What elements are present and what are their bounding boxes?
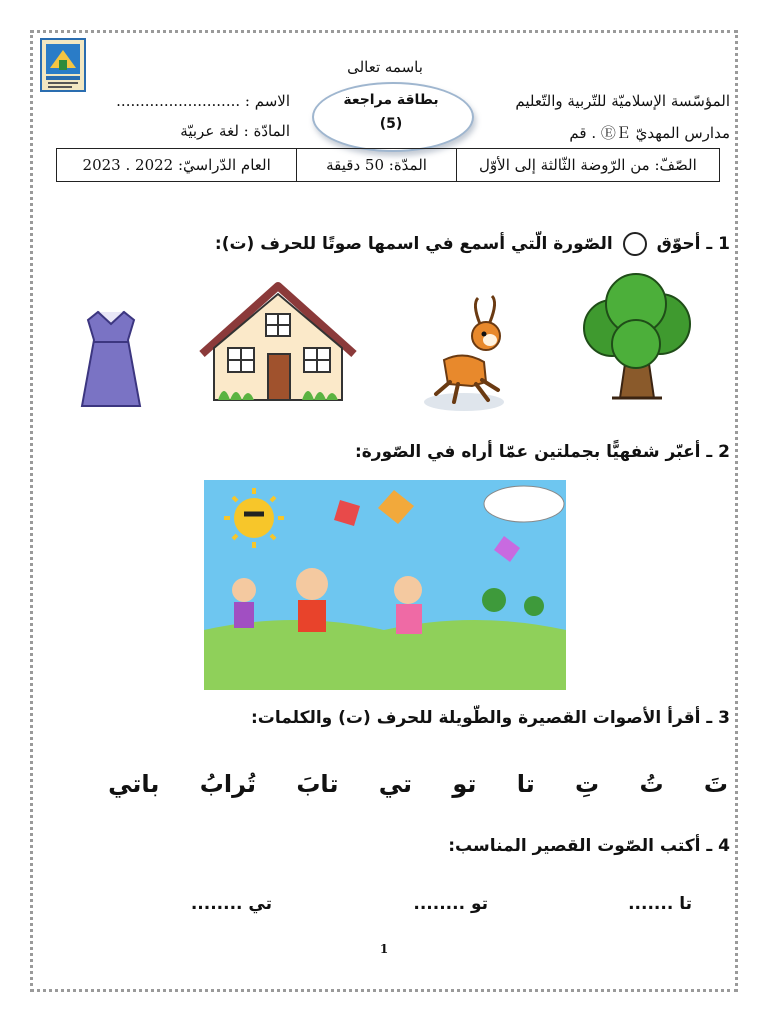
tree-icon[interactable]	[572, 270, 702, 404]
fill-blank-1[interactable]: تا .......	[628, 894, 692, 914]
letter-item: تِ	[575, 770, 600, 798]
page-number: 1	[379, 942, 389, 956]
schools-name: مدارس المهديّ ⒺＥ . قم	[569, 124, 730, 142]
card-number: (5)	[379, 116, 403, 132]
duration-cell: المدّة: 50 دقيقة	[296, 149, 456, 181]
question-1-part2: الصّورة الّتي أسمع في اسمها صوتًا للحرف (ت):	[214, 234, 613, 254]
letter-item: تَ	[703, 770, 728, 798]
institution-name: المؤسّسة الإسلاميّة للتّربية والتّعليم	[515, 92, 730, 110]
word-item: تُرابُ	[199, 770, 257, 798]
fill-blank-2[interactable]: تو ........	[413, 894, 488, 914]
question-1-part1: 1 ـ أحوّق	[656, 234, 730, 254]
question-4: 4 ـ أكتب الصّوت القصير المناسب:	[448, 836, 730, 856]
subject-label: المادّة : لغة عربيّة	[180, 122, 290, 140]
word-item: باتي	[108, 770, 160, 798]
kite-scene-image	[204, 480, 566, 690]
info-table	[56, 148, 720, 182]
letter-item: تا	[516, 770, 535, 798]
grade-cell: الصّفّ: من الرّوضة الثّالثة إلى الأوّل	[456, 149, 719, 181]
letter-item: تو	[452, 770, 477, 798]
student-name-field[interactable]: الاسم : ..........................	[116, 92, 290, 110]
circle-icon	[623, 232, 647, 256]
year-cell: العام الدّراسيّ: 2022 . 2023	[82, 156, 271, 174]
fill-blank-3[interactable]: تي ........	[190, 894, 272, 914]
question-1	[215, 232, 730, 256]
letters-row	[108, 770, 728, 798]
bismillah-text: باسمه تعالى	[347, 58, 423, 76]
letter-item: تي	[378, 770, 413, 798]
house-icon[interactable]	[198, 282, 358, 404]
question-3: 3 ـ أقرأ الأصوات القصيرة والطّويلة للحرف (ت) والكلمات:	[250, 708, 730, 728]
school-logo	[40, 38, 86, 92]
card-title: بطاقة مراجعة	[343, 92, 439, 108]
dress-icon[interactable]	[78, 306, 144, 410]
deer-icon[interactable]	[414, 290, 514, 416]
question-2: 2 ـ أعبّر شفهيًّا بجملتين عمّا أراه في الصّورة:	[354, 442, 730, 462]
word-item: تابَ	[296, 770, 339, 798]
letter-item: تُ	[639, 770, 664, 798]
